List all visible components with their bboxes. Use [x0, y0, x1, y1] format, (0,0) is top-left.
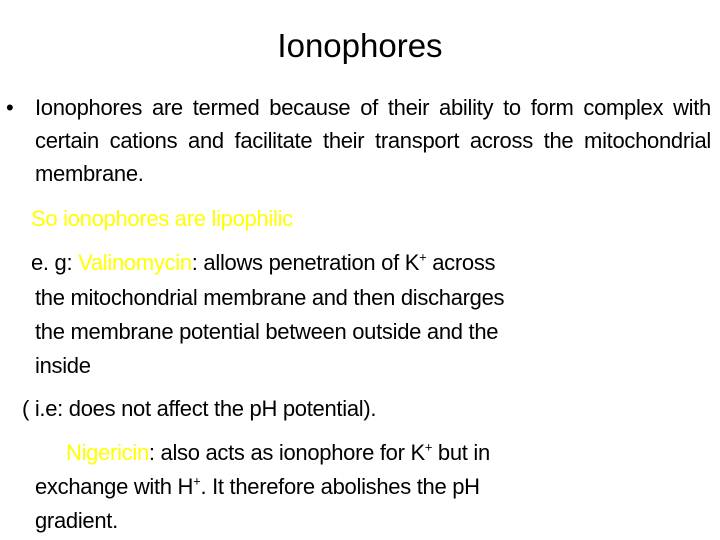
- slide-title: Ionophores: [277, 27, 443, 64]
- h-superscript: +: [193, 473, 201, 489]
- nigericin-text-1: : also acts as ionophore for K: [148, 440, 425, 465]
- nigericin-line-2b: . It therefore abolishes the pH: [200, 474, 480, 499]
- valinomycin-term: Valinomycin: [78, 250, 192, 275]
- example-text-1: : allows penetration of K: [191, 250, 420, 275]
- nigericin-line-2a: exchange with H: [35, 474, 194, 499]
- nigericin-line-2: [35, 470, 480, 503]
- example-prefix: e. g:: [31, 250, 79, 275]
- ie-note: ( i.e: does not affect the pH potential).: [22, 396, 377, 421]
- nigericin-term: Nigericin: [66, 440, 149, 465]
- example-line-3: the membrane potential between outside and the: [35, 319, 499, 344]
- bullet-paragraph: Ionophores are termed because of their ability to form complex with certain cations and facilitate their transport across the mitochondrial membrane.: [35, 95, 711, 186]
- example-text-2: across: [426, 250, 496, 275]
- nigericin-line-1: [66, 436, 490, 469]
- example-line-4: inside: [35, 353, 91, 378]
- nigericin-text-2: but in: [432, 440, 490, 465]
- example-line-1: [31, 246, 495, 279]
- nigericin-line-3: gradient.: [35, 508, 118, 533]
- lipophilic-note: So ionophores are lipophilic: [31, 206, 293, 231]
- k-superscript: +: [419, 249, 427, 265]
- k-superscript-2: +: [424, 439, 433, 455]
- example-line-2: the mitochondrial membrane and then discharges: [35, 285, 505, 310]
- bullet-mark: •: [6, 95, 14, 120]
